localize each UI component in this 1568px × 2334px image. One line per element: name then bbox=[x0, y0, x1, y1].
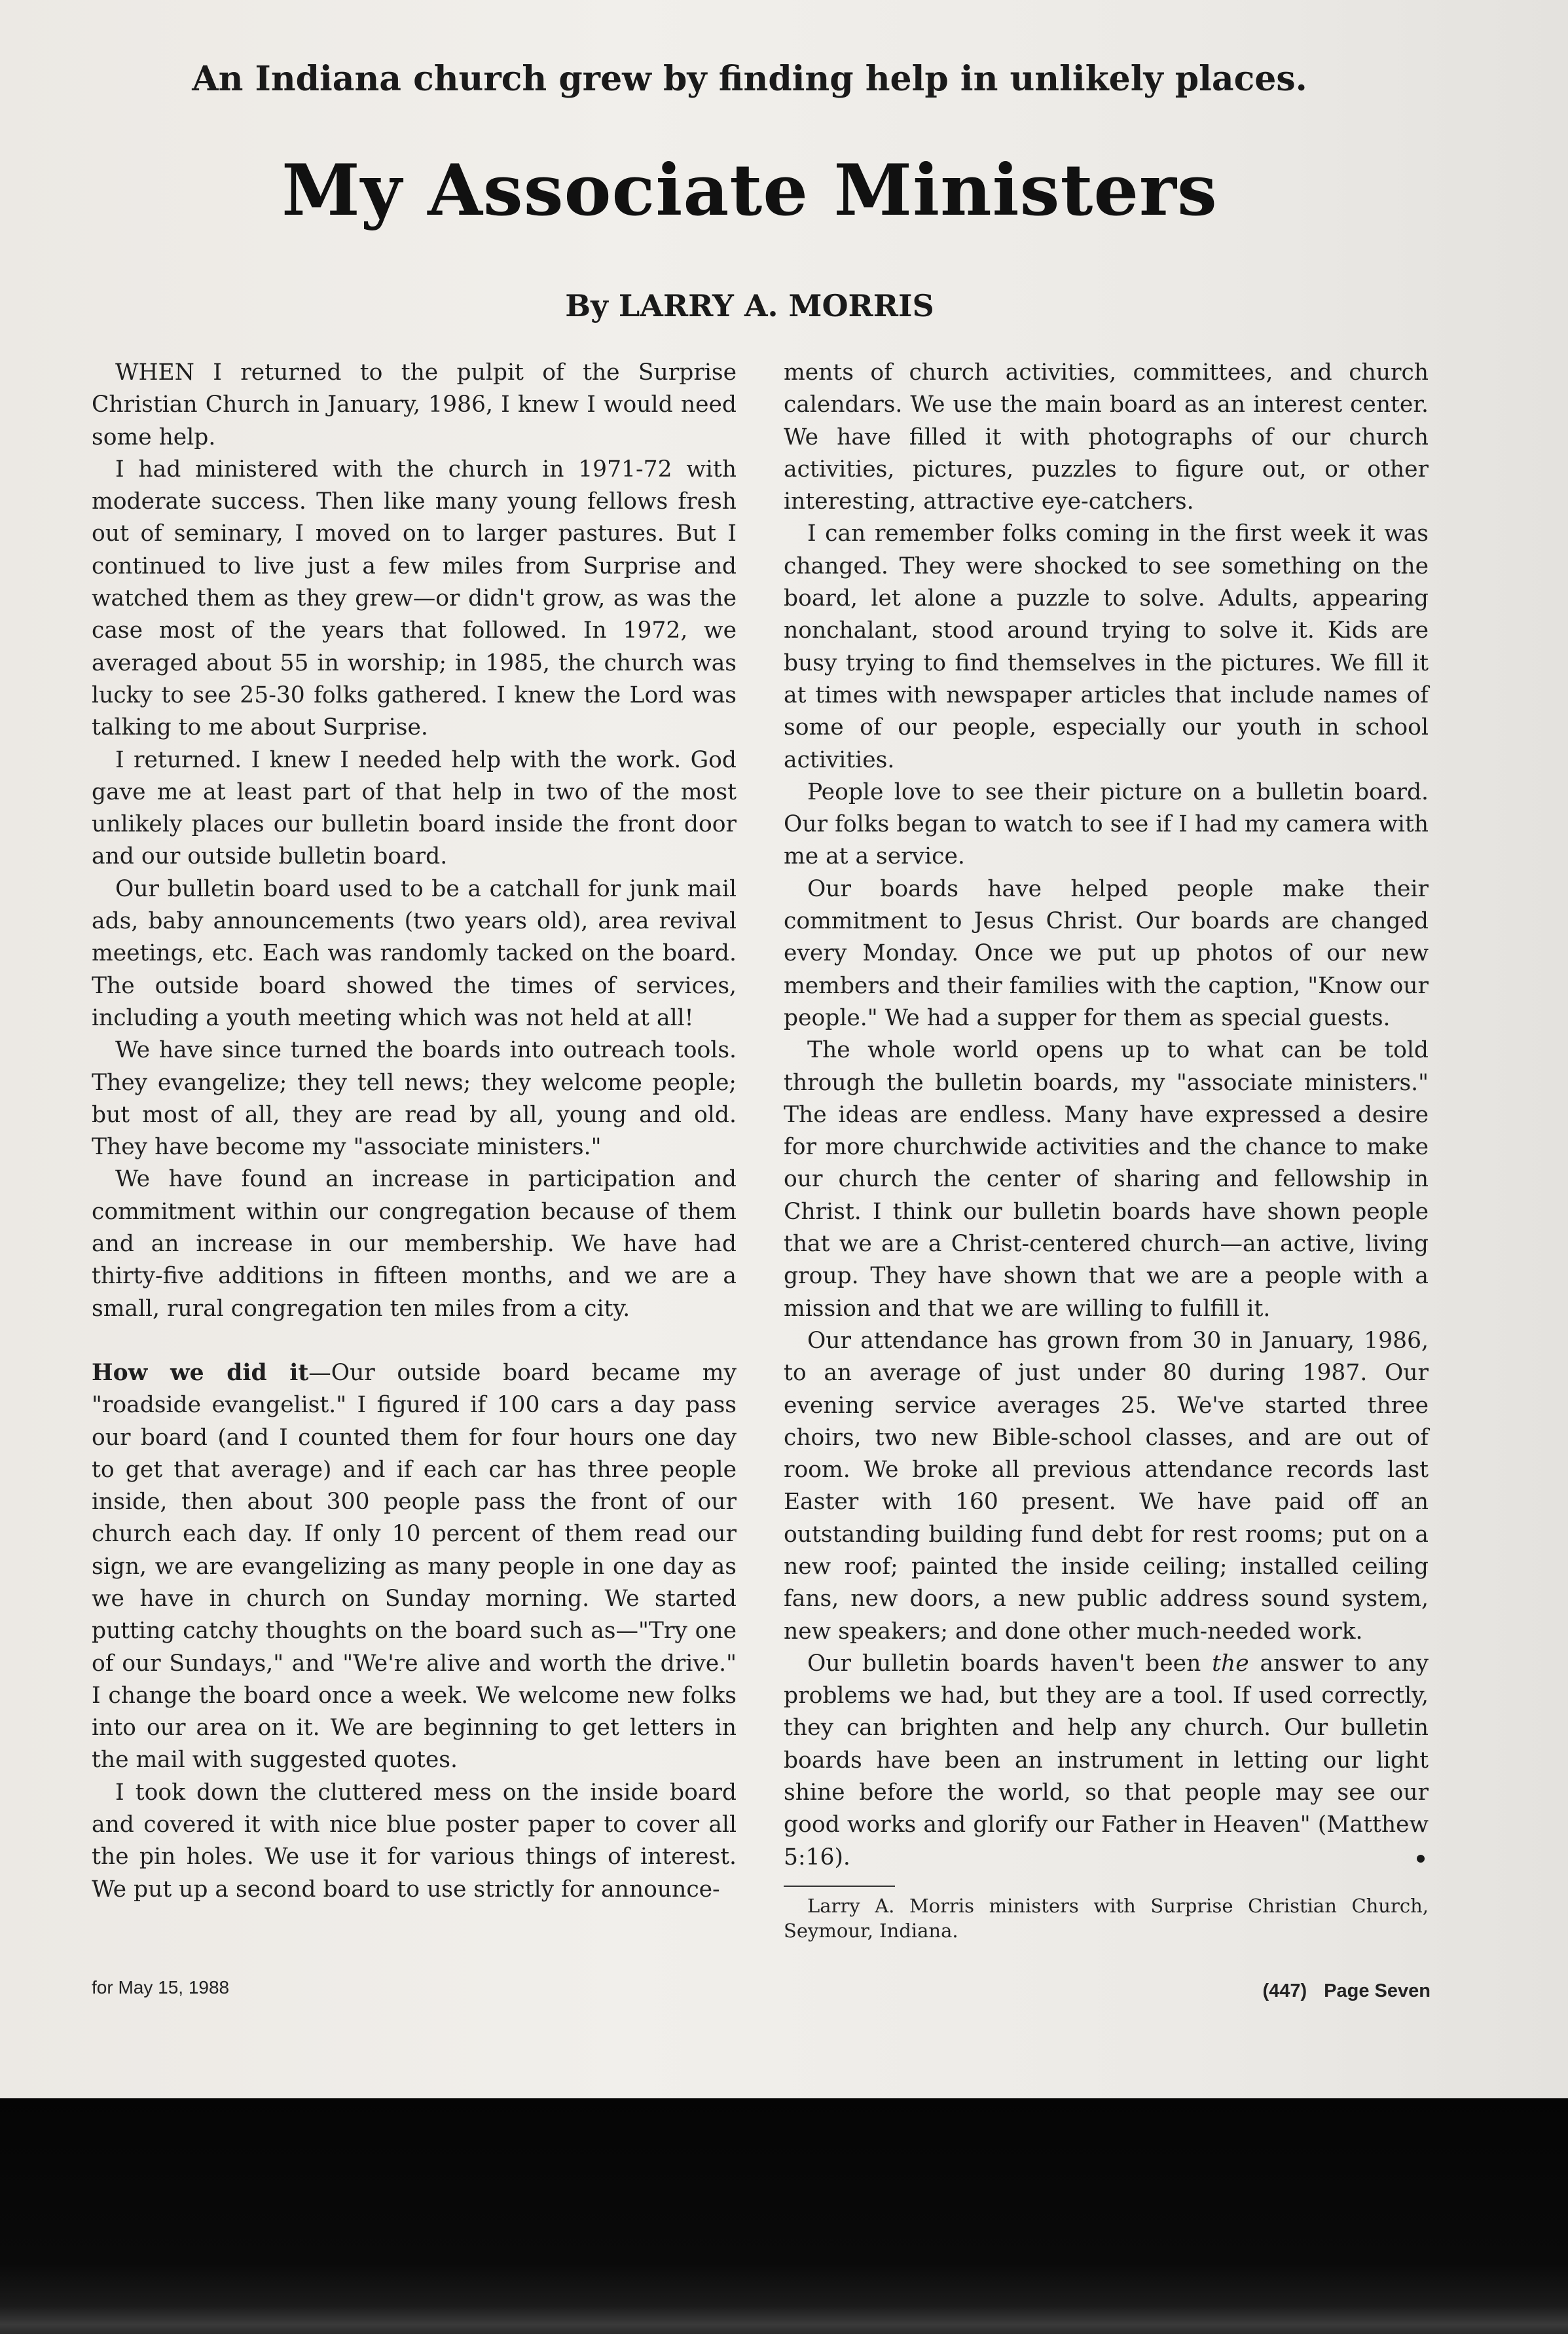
section-paragraph bbox=[92, 1357, 737, 1777]
paragraph: We have found an increase in participation and commitment within our congregation because of them and an increase in our membership. We have had thirty-five additions in fifteen months, and we are a small, rural congregation ten miles from a city. bbox=[92, 1166, 737, 1322]
paragraph: WHEN I returned to the pulpit of the Surprise Christian Church in January, 1986, I knew I would need some help. bbox=[92, 359, 737, 450]
issue-number: (447) bbox=[1262, 1980, 1307, 2001]
section-heading: How we did it bbox=[92, 1359, 309, 1386]
paragraph: The whole world opens up to what can be told through the bulletin boards, my "associate ministers." The ideas are endless. Many have expressed a desire for more churchwide activities and the chance to make our church the center of sharing and fellowship in Christ. I think our bulletin boards have shown people that we are a Christ-centered church—an active, living group. They have shown that we are a people with a mission and that we are willing to fulfill it. bbox=[784, 1037, 1429, 1322]
paragraph: I had ministered with the church in 1971-72 with moderate success. Then like many young fellows fresh out of seminary, I moved on to larger pastures. But I continued to live just a few miles from Surprise and watched them as they grew—or didn't grow, as was the case most of the years that followed. In 1972, we averaged about 55 in worship; in 1985, the church was lucky to see 25-30 folks gathered. I knew the Lord was talking to me about Surprise. bbox=[92, 456, 737, 741]
left-column bbox=[92, 357, 737, 1906]
continued-paragraph: ments of church activities, committees, and church calendars. We use the main board as an interest center. We have filled it with photographs of our church activities, pictures, puzzles to figure out, or other interesting, attractive eye-catchers. bbox=[784, 359, 1429, 515]
paragraph: Our boards have helped people make their commitment to Jesus Christ. Our boards are changed every Monday. Once we put up photos of our new members and their families with the caption, "Know our people." We had a supper for them as special guests. bbox=[784, 875, 1429, 1031]
paragraph: Our attendance has grown from 30 in January, 1986, to an average of just under 80 during 1987. Our evening service averages 25. We've started three choirs, two new Bible-school classes, and are out of room. We broke all previous attendance records last Easter with 160 present. We have paid off an outstanding building fund debt for rest rooms; put on a new roof; painted the inside ceiling; installed ceiling fans, new doors, a new public address sound system, new speakers; and done other much-needed work. bbox=[784, 1327, 1429, 1645]
article-byline: By LARRY A. MORRIS bbox=[565, 288, 934, 323]
closing-paragraph: Our bulletin boards haven't been the answer to any problems we had, but they are a tool. If used correctly, they can brighten and help any church. Our bulletin boards have been an instrument in letting our light shine before the world, so that people may see our good works and glorify our Father in Heaven" (Matthew 5:16). bbox=[784, 1650, 1429, 1870]
page-number: Page Seven bbox=[1324, 1980, 1431, 2001]
paragraph: I returned. I knew I needed help with the work. God gave me at least part of that help in two of the most unlikely places our bulletin board inside the front door and our outside bulletin board. bbox=[92, 746, 737, 870]
paragraph: I took down the cluttered mess on the inside board and covered it with nice blue poster paper to cover all the pin holes. We use it for various things of interest. We put up a second board to use strictly for announce- bbox=[92, 1779, 737, 1903]
paragraph: We have since turned the boards into outreach tools. They evangelize; they tell news; they welcome people; but most of all, they are read by all, young and old. They have become my "associate ministers." bbox=[92, 1037, 737, 1161]
paragraph: I can remember folks coming in the first week it was changed. They were shocked to see something on the board, let alone a puzzle to solve. Adults, appearing nonchalant, stood around trying to solve it. Kids are busy trying to find themselves in the pictures. We fill it at times with newspaper articles that include names of some of our people, especially our youth in school activities. bbox=[784, 520, 1429, 773]
end-mark-icon bbox=[1417, 1855, 1425, 1863]
footer-page-info bbox=[1262, 1980, 1431, 2002]
right-column bbox=[784, 357, 1429, 1943]
bio-divider bbox=[784, 1886, 895, 1887]
author-bio: Larry A. Morris ministers with Surprise Christian Church, Seymour, Indiana. bbox=[784, 1894, 1429, 1942]
footer-date: for May 15, 1988 bbox=[92, 1977, 230, 1997]
paragraph: Our bulletin board used to be a catchall for junk mail ads, baby announcements (two years old), area revival meetings, etc. Each was randomly tacked on the board. The outside board showed the times of services, including a youth meeting which was not held at all! bbox=[92, 875, 737, 1031]
article-title: My Associate Ministers bbox=[282, 149, 1218, 232]
section-spacer bbox=[92, 1325, 737, 1357]
article-kicker: An Indiana church grew by finding help in unlikely places. bbox=[192, 59, 1307, 99]
emphasis: the bbox=[1212, 1650, 1249, 1677]
dark-background bbox=[0, 2098, 1568, 2334]
section-body: —Our outside board became my "roadside evangelist." I figured if 100 cars a day pass our board (and I counted them for four hours one day to get that average) and if each car has three people inside, then about 300 people pass the front of our church each day. If only 10 percent of them read our sign, we are evangelizing as many people in one day as we have in church on Sunday morning. We started putting catchy thoughts on the board such as—"Try one of our Sundays," and "We're alive and worth the drive." I change the board once a week. We welcome new folks into our area on it. We are beginning to get letters in the mail with suggested quotes. bbox=[92, 1359, 737, 1774]
paragraph: People love to see their picture on a bulletin board. Our folks began to watch to see if I had my camera with me at a service. bbox=[784, 778, 1429, 870]
